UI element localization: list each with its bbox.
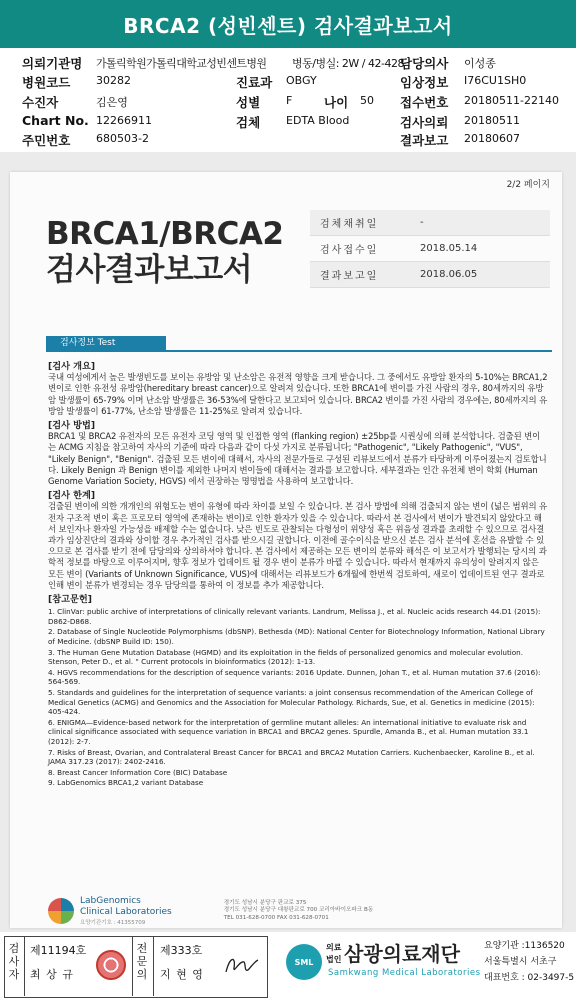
label-clinical-info: 임상정보: [400, 75, 449, 90]
scanned-report-area: [0, 152, 576, 932]
lab-contact: TEL 031-628-0700 FAX 031-628-0701: [223, 914, 329, 921]
value-report-date: 20180607: [464, 132, 520, 145]
reference-item: 9. LabGenomics BRCA1,2 variant Database: [48, 778, 204, 788]
section-tab-bar: [46, 336, 552, 362]
label-resident-no: 주민번호: [22, 133, 71, 148]
section-heading-references: [참고문헌]: [48, 594, 92, 606]
document-title: [46, 216, 283, 288]
value-sex: F: [286, 94, 293, 107]
date-value: -: [420, 217, 424, 228]
specialist-license-no: 제333호: [160, 944, 203, 957]
document-title-line2: 검사결과보고서: [46, 252, 253, 288]
inspector-seal-icon: [96, 950, 126, 980]
lab-name-1: LabGenomics: [80, 896, 141, 906]
page-number: 2/2 페이지: [506, 180, 550, 190]
lab-address-2: 경기도 성남시 분당구 대왕판교로 700 코리아바이오파크 B동: [223, 907, 374, 914]
value-age: 50: [360, 94, 374, 107]
org-address: 서울특별시 서초구: [484, 957, 557, 967]
value-receipt-no: 20180511-22140: [464, 94, 559, 107]
value-hospital-code: 30282: [96, 74, 131, 87]
org-english-name: Samkwang Medical Laboratories: [328, 968, 481, 978]
value-patient: 김은영: [96, 96, 128, 109]
specialist-name: 지 현 영: [160, 968, 204, 981]
label-doctor: 담당의사: [400, 56, 449, 71]
date-row: [310, 210, 550, 236]
section-heading-overview: [검사 개요]: [48, 361, 96, 372]
date-value: 2018.05.14: [420, 243, 478, 254]
report-title: BRCA2 (성빈센트) 검사결과보고서: [123, 13, 453, 38]
document-title-line1: BRCA1/BRCA2: [46, 216, 284, 252]
value-hospital: 가톨릭학원가톨릭대학교성빈센트병원: [96, 57, 267, 70]
value-ward: 병동/병실: 2W / 42-428: [292, 57, 404, 70]
date-key: 결과보고일: [320, 271, 379, 282]
specialist-label: 전문의: [136, 942, 148, 981]
value-chart-no: 12266911: [96, 114, 152, 127]
label-hospital-code: 병원코드: [22, 75, 71, 90]
lab-name-2: Clinical Laboratories: [80, 907, 172, 917]
inspector-name: 최 상 규: [30, 968, 74, 981]
value-resident-no: 680503-2: [96, 132, 149, 145]
section-text-limitation: 검출된 변이에 의한 개개인의 위험도는 변이 유형에 따라 차이를 보일 수 있습니다. 본 검사 방법에 의해 검출되지 않는 변이 (넓은 범위의 유전자 구조적 변이 혹은 프로모터 영역에 존재하는 변이)로 인한 환자가 있을 수 있습니다. 따라서 본 검사에서 변이가 발견되지 않았다고 해서 보인자나 환자일 가능성을 배제할 수는 없습니다. 낮은 빈도로 관찰되는 다형성이 위양성 혹은 위음성 결과를 초래할 수 있으므로 검사결과가 임상진단의 결과와 상이할 경우 추가적인 검사를 받으시길 권합니다. 이전에 골수이식을 받으신 분은 검사 분석에 혼선을 유발할 수 있으므로 본 검사를 받기 전에 담당의와 상의하셔야 합니다. 본 검사에서 제공하는 모든 변이의 분류와 해석은 이 보고서가 발행되는 당시의 과학적 정보를 바탕으로 이루어지며, 향후 정보가 업데이트 될 경우 변이 분류가 바뀔 수 있습니다. 따라서 현재까지 유의성이 알려지지 않은 모든 변이 (Variants of Unknown Significance, VUS)에 대해서는 리뷰보드가 6개월에 한번씩 검토하여, 새로이 업데이트된 연구 결과로 인해 변이 분류가 변경되는 경우 담당의를 통하여 이 정보를 추가 제공합니다.: [48, 501, 547, 590]
section-text-method: BRCA1 및 BRCA2 유전자의 모든 유전자 코딩 영역 및 인접한 영역 (flanking region) ±25bp를 시퀀싱에 의해 분석합니다. 검출된 변이는 ACMG 지침을 참고하여 자사의 기준에 따라 다음과 같이 다섯 가지로 분류됩니다; "Pathogenic", "Likely Pathogenic", "VUS", "Likely Benign", "Benign". 검출된 모든 변이에 대해서, 자사의 전문가들로 구성된 리뷰보드에서 분류가 타당하게 이루어졌는지 검토합니다. Likely Benign 과 Benign 변이를 제외한 나머지 변이들에 대해서는 결과를 보고합니다. 세부결과는 인간 유전체 변이 학회 (Human Genome Variation Society, HGVS) 에서 권장하는 명명법을 사용하여 보고합니다.: [48, 431, 547, 487]
org-small-2: 법인: [326, 955, 342, 964]
patient-info: [0, 52, 576, 148]
section-tab: 검사정보 Test information: [46, 336, 166, 350]
value-clinical-info: I76CU1SH0: [464, 74, 527, 87]
sml-logo-icon: [286, 944, 322, 980]
scanned-page: [10, 172, 562, 928]
lab-footer: [48, 896, 373, 926]
report-title-bar: [0, 0, 576, 48]
label-patient: 수진자: [22, 95, 59, 110]
org-code: 요양기관 :1136520: [484, 941, 565, 951]
reference-item: 4. HGVS recommendations for the description of sequence variants: 2016 Update. Dunnen, Johan T., et al. Human mutation 37.6 (2016): 564-569.: [48, 667, 541, 687]
reference-item: 8. Breast Cancer Information Core (BIC) Database: [48, 767, 228, 777]
date-row: [310, 262, 550, 288]
label-hospital: 의뢰기관명: [22, 56, 83, 71]
date-key: 검사접수일: [320, 245, 379, 256]
org-phone: 대표번호 : 02-3497-5: [484, 973, 575, 983]
value-request-date: 20180511: [464, 114, 520, 127]
reference-item: 3. The Human Gene Mutation Database (HGMD) and its exploitation in the fields of personalized genomics and molecular evolution. Stenson, Peter D., et al. " Current protocols in bioinformatics (2012): 1-13.: [48, 647, 524, 667]
signature-icon: [222, 952, 260, 978]
date-value: 2018.06.05: [420, 269, 478, 280]
org-small-1: 의료: [326, 943, 342, 952]
value-specimen: EDTA Blood: [286, 114, 350, 127]
date-row: [310, 236, 550, 262]
inspector-license-no: 제11194호: [30, 944, 87, 957]
labgenomics-logo-icon: [48, 898, 74, 924]
date-table: [310, 210, 550, 288]
reference-list: [48, 607, 548, 788]
section-heading-limitation: [검사 한계]: [48, 490, 96, 502]
signature-footer: [0, 934, 576, 1000]
lab-address-1: 경기도 성남시 분당구 판교로 375: [223, 899, 307, 906]
value-doctor: 이성종: [464, 57, 496, 70]
value-department: OBGY: [286, 74, 317, 87]
reference-item: 2. Database of Single Nucleotide Polymorphisms (dbSNP). Bethesda (MD): National Center for Biotechnology Information, National Library of Medicine. (dbSNP Build ID: 150).: [48, 627, 545, 647]
label-report-date: 결과보고: [400, 133, 449, 148]
reference-item: 5. Standards and guidelines for the interpretation of sequence variants: a joint consensus recommendation of the American College of Medical Genetics (ACMG) and Genomics and the Association for Molecular Pathology. Richards, Sue, et al. Genetics in medicine (2015): 405-424.: [48, 688, 535, 717]
sml-logo-text: SML: [294, 957, 314, 967]
report-body: [48, 358, 548, 789]
section-text-overview: 국내 여성에게서 높은 발생빈도를 보이는 유방암 및 난소암은 유전적 영향을 크게 받습니다. 그 중에서도 유방암 환자의 5-10%는 BRCA1,2 변이로 인한 유전성 유방암(hereditary breast cancer)으로 알려져 있습니다. 또한 BRCA1에 변이를 가진 사람의 경우, 80세까지의 유방암 발생률이 65-79% 이며 난소암 발생률은 36-53%에 달한다고 보고되어 있습니다. BRCA2 변이를 가진 사람의 경우에는, 80세까지의 유방암 발생률이 61-77%, 난소암 발생률은 11-25%로 알려져 있습니다.: [48, 372, 548, 416]
inspector-label: 검사자: [8, 942, 20, 981]
org-name: 삼광의료재단: [344, 942, 460, 966]
label-chart-no: Chart No.: [22, 113, 89, 128]
reference-item: 7. Risks of Breast, Ovarian, and Contralateral Breast Cancer for BRCA1 and BRCA2 Mutation Carriers. Kuchenbaecker, Karoline B., et al. JAMA 317.23 (2017): 2402-2416.: [48, 747, 535, 767]
reference-item: 6. ENIGMA—Evidence-based network for the interpretation of germline mutant alleles: An international initiative to evaluate risk and clinical significance associated with sequence variation in BRCA1 and BRCA2 genes. Spurdle, Amanda B., et al. Human mutation 33.1 (2012): 2-7.: [48, 717, 529, 746]
label-age: 나이: [324, 95, 349, 110]
label-receipt-no: 접수번호: [400, 95, 449, 110]
label-request-date: 검사의뢰: [400, 115, 449, 130]
label-department: 진료과: [236, 75, 273, 90]
lab-address: [224, 900, 373, 923]
label-sex: 성별: [236, 95, 261, 110]
reference-item: 1. ClinVar: public archive of interpretations of clinically relevant variants. Landrum, Melissa J., et al. Nucleic acids research 44.D1 (2015): D862-D868.: [48, 607, 541, 626]
lab-code: 요양기관기호 : 41355709: [80, 920, 146, 926]
date-key: 검체채취일: [320, 219, 379, 230]
section-heading-method: [검사 방법]: [48, 420, 96, 432]
label-specimen: 검체: [236, 115, 261, 130]
